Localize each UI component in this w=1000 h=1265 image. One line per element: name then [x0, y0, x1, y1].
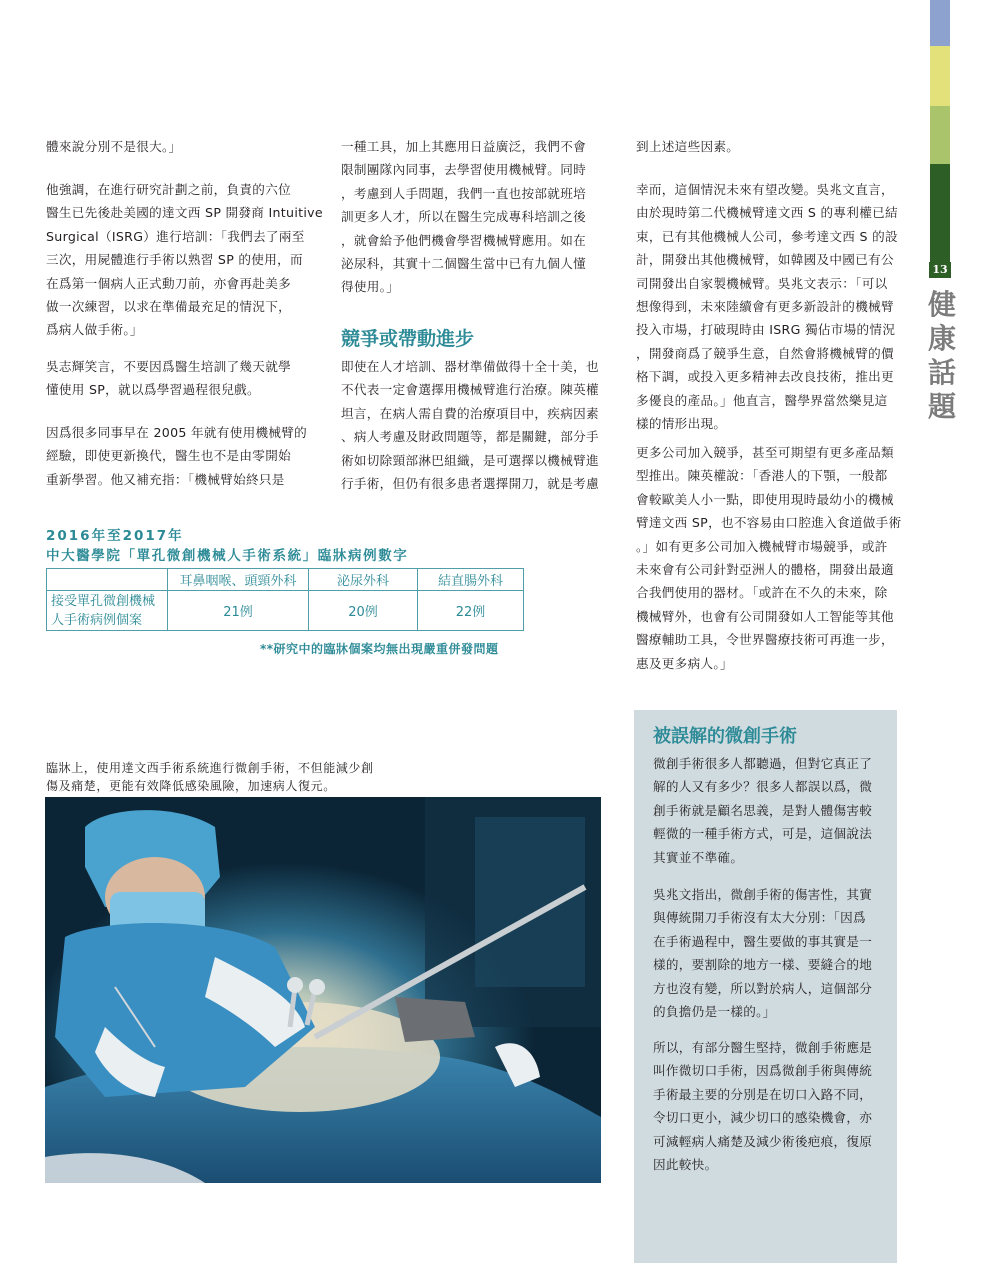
- col1-paragraph-2: [46, 178, 323, 342]
- text-line: 方也沒有變，所以對於病人，這個部分: [653, 980, 873, 996]
- tab-lightgreen: [930, 106, 950, 164]
- text-line: 得使用。」: [341, 279, 400, 295]
- sidebar-box: [634, 710, 897, 1263]
- table-footnote: **研究中的臨牀個案均無出現嚴重併發問題: [260, 642, 499, 656]
- text-line: 投入市場，打破現時由 ISRG 獨佔市場的情況: [636, 322, 896, 338]
- text-line: 不代表一定會選擇用機械臂進行治療。陳英權: [341, 382, 599, 398]
- case-statistics-table: [46, 568, 524, 631]
- text-line: 格下調，或投入更多精神去改良技術，推出更: [636, 369, 894, 385]
- photo-caption: [46, 759, 374, 795]
- col1-paragraph-4: [46, 421, 308, 491]
- table-corner-cell: [47, 569, 168, 591]
- section-title: 健康話題: [927, 288, 956, 423]
- text-line: 吳兆文指出，微創手術的傷害性，其實: [653, 887, 873, 902]
- text-line: 型推出。陳英權說：「香港人的下顎，一般都: [636, 468, 888, 484]
- text-line: 經驗，即使更新換代，醫生也不是由零開始: [46, 448, 291, 464]
- table-title-main: 中大醫學院「單孔微創機械人手術系統」臨牀病例數字: [46, 548, 409, 564]
- text-line: 由於現時第二代機械臂達文西 S 的專利權已結: [636, 205, 898, 221]
- col1-paragraph-3: [46, 355, 308, 402]
- text-line: Surgical（ISRG）進行培訓：「我們去了兩至: [46, 228, 305, 244]
- text-line: ，開發商爲了競爭生意，自然會將機械臂的價: [636, 345, 894, 361]
- text-line: 機械臂外，也會有公司開發如人工智能等其他: [636, 608, 894, 624]
- sidebar-paragraph-1: [653, 752, 883, 869]
- text-line: 醫療輔助工具，令世界醫療技術可再進一步，: [636, 632, 894, 648]
- text-line: 會較歐美人小一點，即使用現時最幼小的機械: [636, 491, 894, 507]
- page-number: 13: [929, 262, 951, 278]
- text-line: 即使在人才培訓、器材準備做得十全十美，也: [341, 359, 599, 374]
- table-value-colorectal: 22例: [418, 591, 524, 631]
- text-line: 行手術，但仍有很多患者選擇開刀，就是考慮: [341, 476, 599, 492]
- text-line: 所以，有部分醫生堅持，微創手術應是: [653, 1040, 873, 1055]
- text-line: ，考慮到人手問題，我們一直也按部就班培: [341, 185, 586, 201]
- text-line: 手術最主要的分別是在切口入路不同，: [653, 1086, 873, 1102]
- text-line: 司開發出自家製機械臂。吳兆文表示：「可以: [636, 275, 888, 291]
- col2-paragraph-1: [341, 135, 603, 299]
- sidebar-heading: 被誤解的微創手術: [653, 726, 797, 747]
- text-line: 因爲很多同事早在 2005 年就有使用機械臂的: [46, 425, 308, 440]
- sidebar-paragraph-3: [653, 1036, 883, 1176]
- text-line: 限制團隊內同事，去學習使用機械臂。同時: [341, 162, 586, 178]
- col1-paragraph-1: [46, 135, 308, 158]
- tab-darkgreen: [930, 164, 950, 264]
- text-line: 更多公司加入競爭，甚至可期望有更多產品類: [636, 445, 894, 460]
- text-line: 解的人又有多少？很多人都誤以爲，微: [653, 779, 873, 795]
- text-line: 重新學習。他又補充指：「機械臂始終只是: [46, 471, 285, 487]
- text-line: 與傳統開刀手術沒有太大分別：「因爲: [653, 910, 866, 926]
- tab-blue: [930, 0, 950, 46]
- row-label-line: 接受單孔微創機械: [51, 593, 156, 609]
- table-header-urology: 泌尿外科: [309, 569, 418, 591]
- text-line: 樣的情形出現。: [636, 416, 727, 432]
- text-line: 一種工具，加上其應用日益廣泛，我們不會: [341, 139, 586, 154]
- text-line: 因此較快。: [653, 1157, 718, 1173]
- text-line: 令切口更小，減少切口的感染機會，亦: [653, 1110, 873, 1126]
- text-line: 想像得到，未來陸續會有更多新設計的機械臂: [636, 299, 894, 315]
- sidebar-paragraph-2: [653, 883, 883, 1023]
- text-line: 可減輕病人痛楚及減少術後疤痕，復原: [653, 1133, 873, 1149]
- text-line: 懂使用 SP，就以爲學習過程很兒戲。: [46, 382, 260, 398]
- section-heading-competition: 競爭或帶動進步: [341, 328, 475, 350]
- text-line: 醫生已先後赴美國的達文西 SP 開發商 Intuitive: [46, 205, 323, 221]
- text-line: 做一次練習，以求在準備最充足的情況下，: [46, 299, 291, 315]
- table-value-ent: 21例: [168, 591, 309, 631]
- col3-paragraph-3: [636, 441, 902, 675]
- text-line: 他強調，在進行研究計劃之前，負責的六位: [46, 182, 291, 197]
- text-line: 合我們使用的器材。「或許在不久的未來，除: [636, 585, 888, 601]
- text-line: 訓更多人才，所以在醫生完成專科培訓之後: [341, 209, 586, 225]
- text-line: 、病人考慮及財政問題等，都是關鍵，部分手: [341, 429, 599, 445]
- text-line: 泌尿科，其實十二個醫生當中已有九個人懂: [341, 256, 586, 272]
- col3-paragraph-1: [636, 135, 898, 158]
- text-line: 爲病人做手術。」: [46, 322, 143, 338]
- table-header-colorectal: 結直腸外科: [418, 569, 524, 591]
- text-line: 微創手術很多人都聽過，但對它真正了: [653, 756, 873, 771]
- text-line: 坦言，在病人需自費的治療項目中，疾病因素: [341, 405, 599, 421]
- text-line: 樣的，要割除的地方一樣、要縫合的地: [653, 957, 873, 973]
- table-title-years: 2016年至2017年: [46, 528, 184, 544]
- text-line: 未來會有公司針對亞洲人的體格，開發出最適: [636, 562, 894, 578]
- col2-paragraph-2: [341, 355, 603, 495]
- col3-paragraph-2: [636, 178, 898, 435]
- text-line: 在手術過程中，醫生要做的事其實是一: [653, 933, 873, 949]
- surgery-photo-illustration: [45, 797, 601, 1183]
- text-line: 術如切除頸部淋巴組織，是可選擇以機械臂進: [341, 452, 599, 468]
- text-line: 體來說分別不是很大。」: [46, 139, 182, 154]
- text-line: 三次，用屍體進行手術以熟習 SP 的使用，而: [46, 252, 303, 268]
- table-row-label: [47, 591, 168, 631]
- caption-line: 傷及痛楚，更能有效降低感染風險，加速病人復元。: [46, 779, 336, 793]
- text-line: 輕微的一種手術方式，可是，這個說法: [653, 826, 873, 842]
- table-value-urology: 20例: [309, 591, 418, 631]
- caption-line: 臨牀上，使用達文西手術系統進行微創手術，不但能減少創: [46, 761, 374, 775]
- text-line: 多優良的產品。」他直言，醫學界當然樂見這: [636, 392, 888, 408]
- text-line: 到上述這些因素。: [636, 139, 740, 154]
- text-line: 叫作微切口手術，因爲微創手術與傳統: [653, 1063, 873, 1079]
- row-label-line: 人手術病例個案: [51, 612, 143, 628]
- text-line: 的負擔仍是一樣的。」: [653, 1004, 776, 1020]
- text-line: ，就會給予他們機會學習機械臂應用。如在: [341, 232, 586, 248]
- text-line: 在爲第一個病人正式動刀前，亦會再赴美多: [46, 275, 291, 291]
- text-line: 其實並不準確。: [653, 849, 744, 865]
- table-header-ent: 耳鼻咽喉、頭頸外科: [168, 569, 309, 591]
- text-line: 吳志輝笑言，不要因爲醫生培訓了幾天就學: [46, 359, 291, 374]
- text-line: 束，已有其他機械人公司，參考達文西 S 的設: [636, 228, 898, 244]
- text-line: 幸而，這個情況未來有望改變。吳兆文直言，: [636, 182, 894, 197]
- surgery-photo: [45, 797, 601, 1183]
- text-line: 惠及更多病人。」: [636, 655, 733, 671]
- tab-yellow: [930, 46, 950, 106]
- text-line: 。」如有更多公司加入機械臂市場競爭，或許: [636, 538, 888, 554]
- text-line: 臂達文西 SP，也不容易由口腔進入食道做手術: [636, 515, 902, 531]
- text-line: 計，開發出其他機械臂，如韓國及中國已有公: [636, 252, 894, 268]
- text-line: 創手術就是顧名思義，是對人體傷害較: [653, 802, 873, 818]
